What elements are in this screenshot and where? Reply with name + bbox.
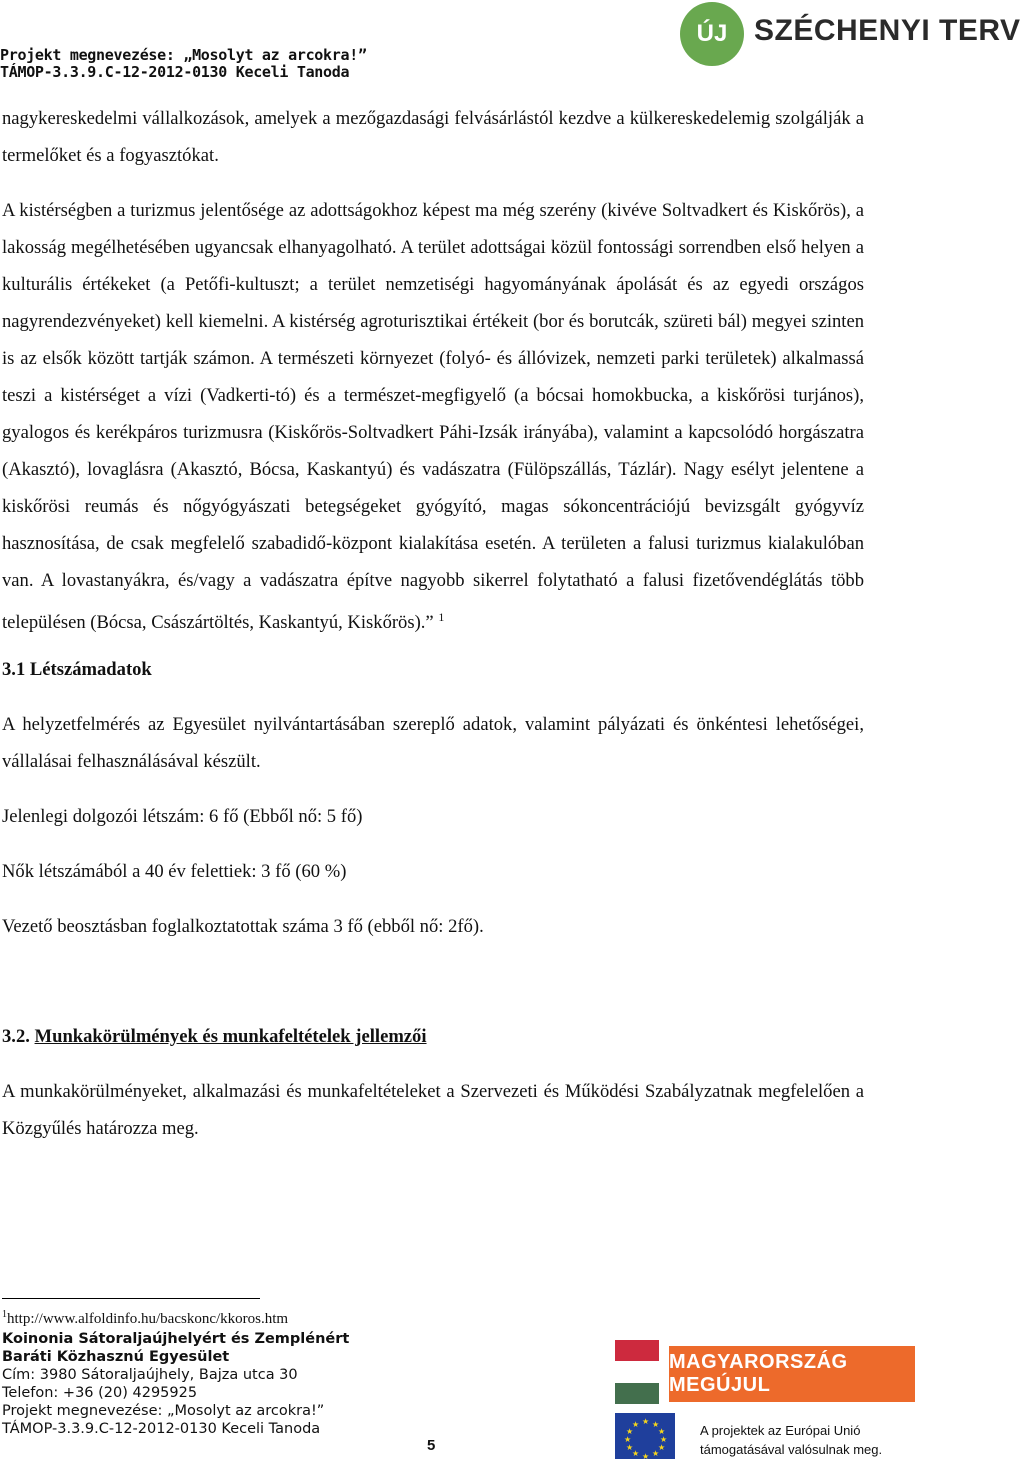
paragraph: [2, 192, 864, 641]
footer-org-line1: Koinonia Sátoraljaújhelyért és Zemplénért: [2, 1331, 350, 1347]
document-body: [2, 100, 864, 1147]
footnote: [2, 1309, 288, 1328]
paragraph: A munkakörülményeket, alkalmazási és munkafeltételeket a Szervezeti és Működési Szabályzatnak megfelelően a Közgyűlés határozza meg.: [2, 1081, 864, 1140]
eu-text-line2: támogatásával valósulnak meg.: [700, 1442, 883, 1457]
staff-count-line: Jelenlegi dolgozói létszám: 6 fő (Ebből nő: 5 fő): [2, 806, 363, 828]
page-number: 5: [427, 1437, 436, 1454]
footer-code: TÁMOP-3.3.9.C-12-2012-0130 Keceli Tanoda: [2, 1421, 321, 1437]
footnote-link[interactable]: http://www.alfoldinfo.hu/bacskonc/kkoros.htm: [7, 1311, 289, 1327]
women-over-40-line: Nők létszámából a 40 év felettiek: 3 fő (60 %): [2, 861, 347, 883]
banner-text: MAGYARORSZÁG MEGÚJUL: [669, 1346, 915, 1402]
paragraph: nagykereskedelmi vállalkozások, amelyek a mezőgazdasági felvásárlástól kezdve a külkereskedelemig szolgálják a termelőket és a fogyasztókat.: [2, 108, 864, 166]
eu-text-line1: A projektek az Európai Unió: [700, 1423, 861, 1438]
section-heading: [2, 1018, 864, 1055]
footnote-marker: 1: [2, 1309, 7, 1320]
section-title: Munkakörülmények és munkafeltételek jellemzői: [34, 1026, 427, 1048]
eu-flag-icon: ★ ★ ★ ★ ★ ★ ★ ★ ★ ★ ★ ★: [615, 1413, 675, 1459]
logo-wordmark: SZÉCHENYI TERV: [754, 14, 1021, 47]
footer-phone: Telefon: +36 (20) 4295925: [2, 1385, 198, 1401]
footer-org-line2: Baráti Közhasznú Egyesület: [2, 1349, 230, 1365]
footnote-ref: 1: [438, 610, 445, 624]
section-heading: 3.1 Létszámadatok: [2, 659, 152, 681]
magyarorszag-megujul-logo: [615, 1340, 915, 1410]
section-number: 3.2.: [2, 1026, 30, 1048]
footnote-divider: [2, 1298, 260, 1299]
eu-support-text: [700, 1421, 882, 1459]
header-code-line: TÁMOP-3.3.9.C-12-2012-0130 Keceli Tanoda: [0, 63, 350, 81]
header-project-line: Projekt megnevezése: „Mosolyt az arcokra!”: [0, 46, 367, 64]
footer-info: [2, 1330, 349, 1438]
managers-line: Vezető beosztásban foglalkoztatottak száma 3 fő (ebből nő: 2fő).: [2, 916, 484, 938]
paragraph: A helyzetfelmérés az Egyesület nyilvántartásában szereplő adatok, valamint pályázati és önkéntesi lehetőségei, vállalásai felhasználásával készült.: [2, 714, 864, 773]
footer-address: Cím: 3980 Sátoraljaújhely, Bajza utca 30: [2, 1367, 298, 1383]
uj-circle-icon: ÚJ: [680, 2, 744, 66]
szechenyi-terv-logo: [680, 0, 1021, 80]
footer-project: Projekt megnevezése: „Mosolyt az arcokra!”: [2, 1403, 325, 1419]
hungarian-flag-icon: [615, 1340, 659, 1404]
paragraph-text: A kistérségben a turizmus jelentősége az adottságokhoz képest ma még szerény (kivéve Soltvadkert és Kiskőrös), a lakosság megélhetésében ugyancsak elhanyagolható. A terület adottságai közül fontossági sorrendben első helyen a kulturális értékeket (a Petőfi-kultuszt; a terület nemzetiségi hagyományának ápolását és az egyedi országos nagyrendezvényeket) kell kiemelni. A kistérség agroturisztikai értékeit (bor és borutcák, szüreti bál) megyei szinten is az elsők között tartják számon. A természeti környezet (folyó- és állóvizek, nemzeti parki területek) alkalmassá teszi a kistérséget a vízi (Vadkerti-tó) és a természet-megfigyelő (a bócsai homokbucka, a kiskőrösi turjános), gyalogos és kerékpáros turizmusra (Kiskőrös-Soltvadkert Páhi-Izsák irányába), valamint a kapcsolódó horgászatra (Akasztó), lovaglásra (Akasztó, Bócsa, Kaskantyú) és vadászatra (Fülöpszállás, Tázlár). Nagy esélyt jelentene a kiskőrösi reumás és nőgyógyászati betegségeket gyógyító, magas sókoncentrációjú bevizsgált gyógyvíz hasznosítása, de csak megfelelő szabadidő-központ kialakítása esetén. A területen a falusi turizmus kialakulóban van. A lovastanyákra, és/vagy a vadászatra építve nagyobb sikerrel folytatható a falusi fizetővendéglátás több településen (Bócsa, Császártöltés, Kaskantyú, Kiskőrös).”: [2, 200, 864, 634]
